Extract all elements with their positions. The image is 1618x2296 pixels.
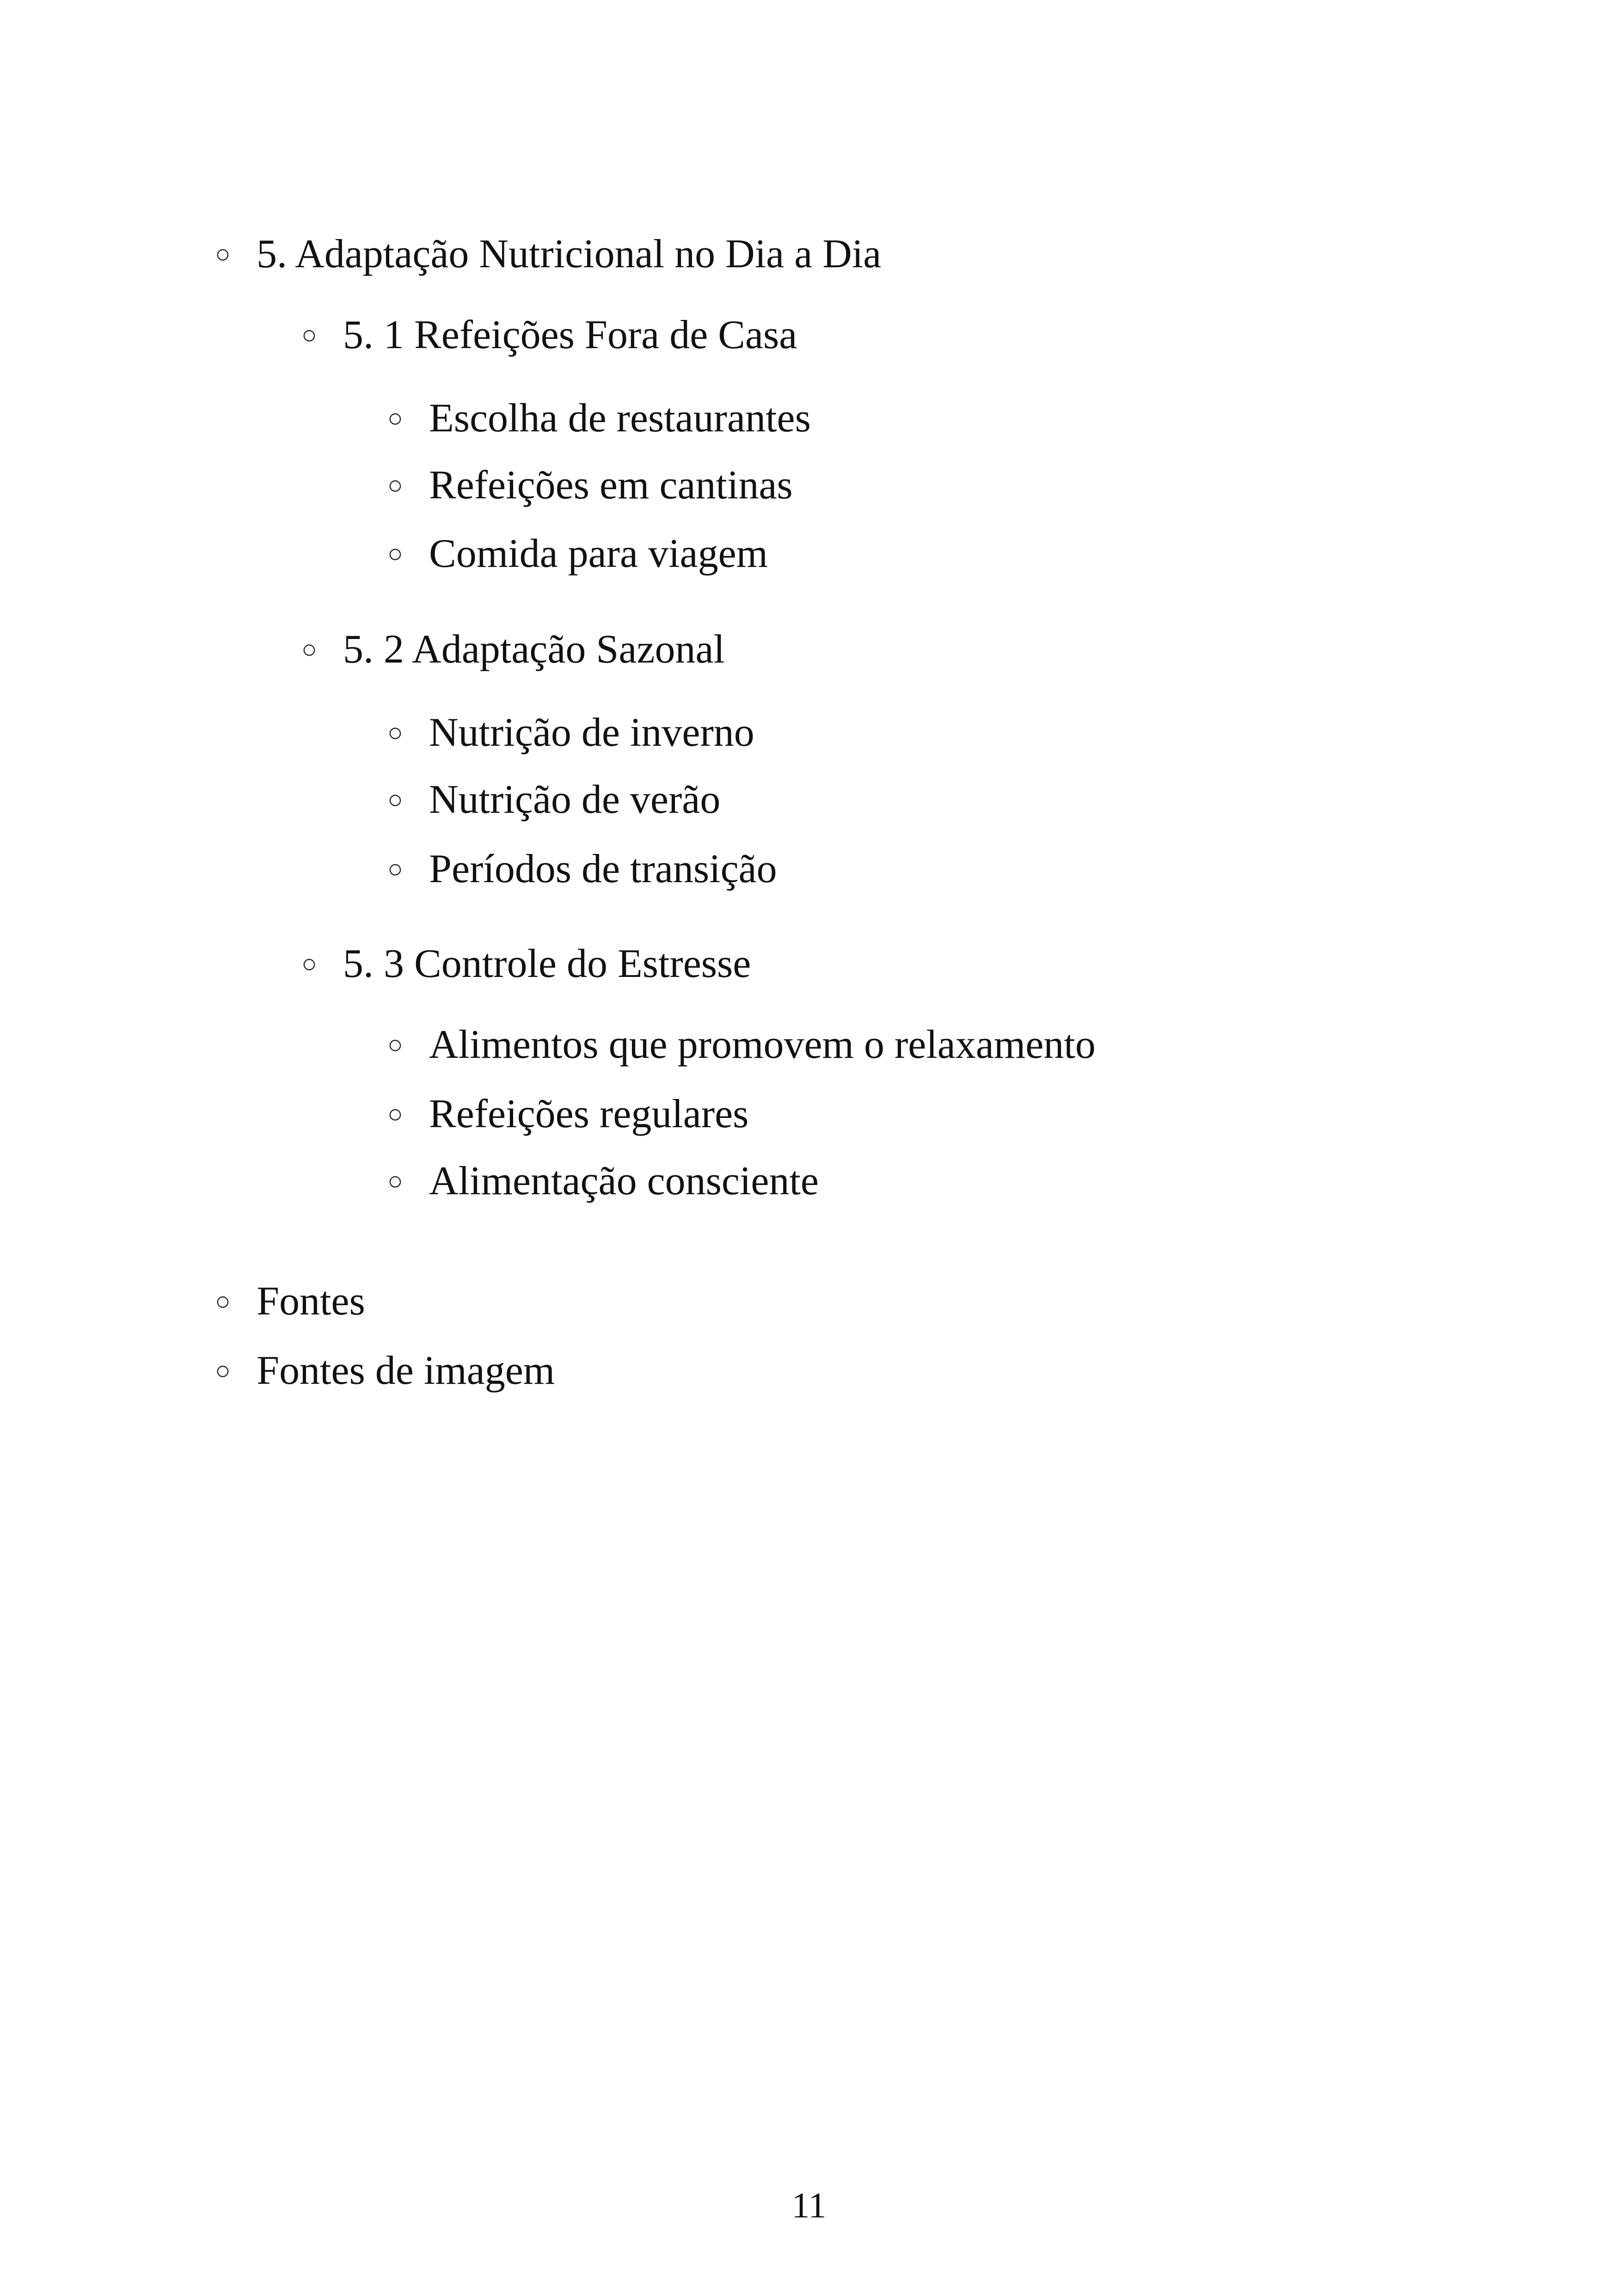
circle-bullet-icon: ○ (301, 321, 317, 350)
toc-item-label: Nutrição de inverno (429, 710, 754, 755)
toc-item-label: Nutrição de verão (429, 777, 721, 822)
circle-bullet-icon: ○ (387, 855, 403, 884)
circle-bullet-icon: ○ (301, 635, 317, 664)
circle-bullet-icon: ○ (387, 471, 403, 500)
circle-bullet-icon: ○ (387, 1167, 403, 1196)
toc-item-label: Refeições regulares (429, 1092, 749, 1136)
toc-item-label: Fontes (257, 1279, 365, 1324)
circle-bullet-icon: ○ (387, 540, 403, 568)
circle-bullet-icon: ○ (387, 404, 403, 433)
circle-bullet-icon: ○ (301, 950, 317, 978)
circle-bullet-icon: ○ (215, 1357, 231, 1385)
circle-bullet-icon: ○ (387, 1100, 403, 1129)
toc-item-label: Alimentação consciente (429, 1159, 819, 1203)
page-number: 11 (791, 2185, 827, 2225)
toc-item-label: 5. Adaptação Nutricional no Dia a Dia (257, 232, 882, 276)
toc-item-label: 5. 2 Adaptação Sazonal (343, 627, 725, 672)
toc-item-label: Alimentos que promovem o relaxamento (429, 1022, 1096, 1067)
circle-bullet-icon: ○ (387, 1031, 403, 1059)
toc-item-label: Escolha de restaurantes (429, 396, 811, 441)
circle-bullet-icon: ○ (387, 786, 403, 814)
toc-item-label: Refeições em cantinas (429, 463, 793, 508)
toc-item-label: Comida para viagem (429, 531, 768, 576)
circle-bullet-icon: ○ (215, 240, 231, 269)
circle-bullet-icon: ○ (215, 1287, 231, 1316)
toc-item-label: 5. 3 Controle do Estresse (343, 941, 751, 986)
toc-item-label: Períodos de transição (429, 847, 777, 891)
toc-item-label: 5. 1 Refeições Fora de Casa (343, 313, 797, 357)
circle-bullet-icon: ○ (387, 718, 403, 747)
toc-item-label: Fontes de imagem (257, 1348, 555, 1393)
